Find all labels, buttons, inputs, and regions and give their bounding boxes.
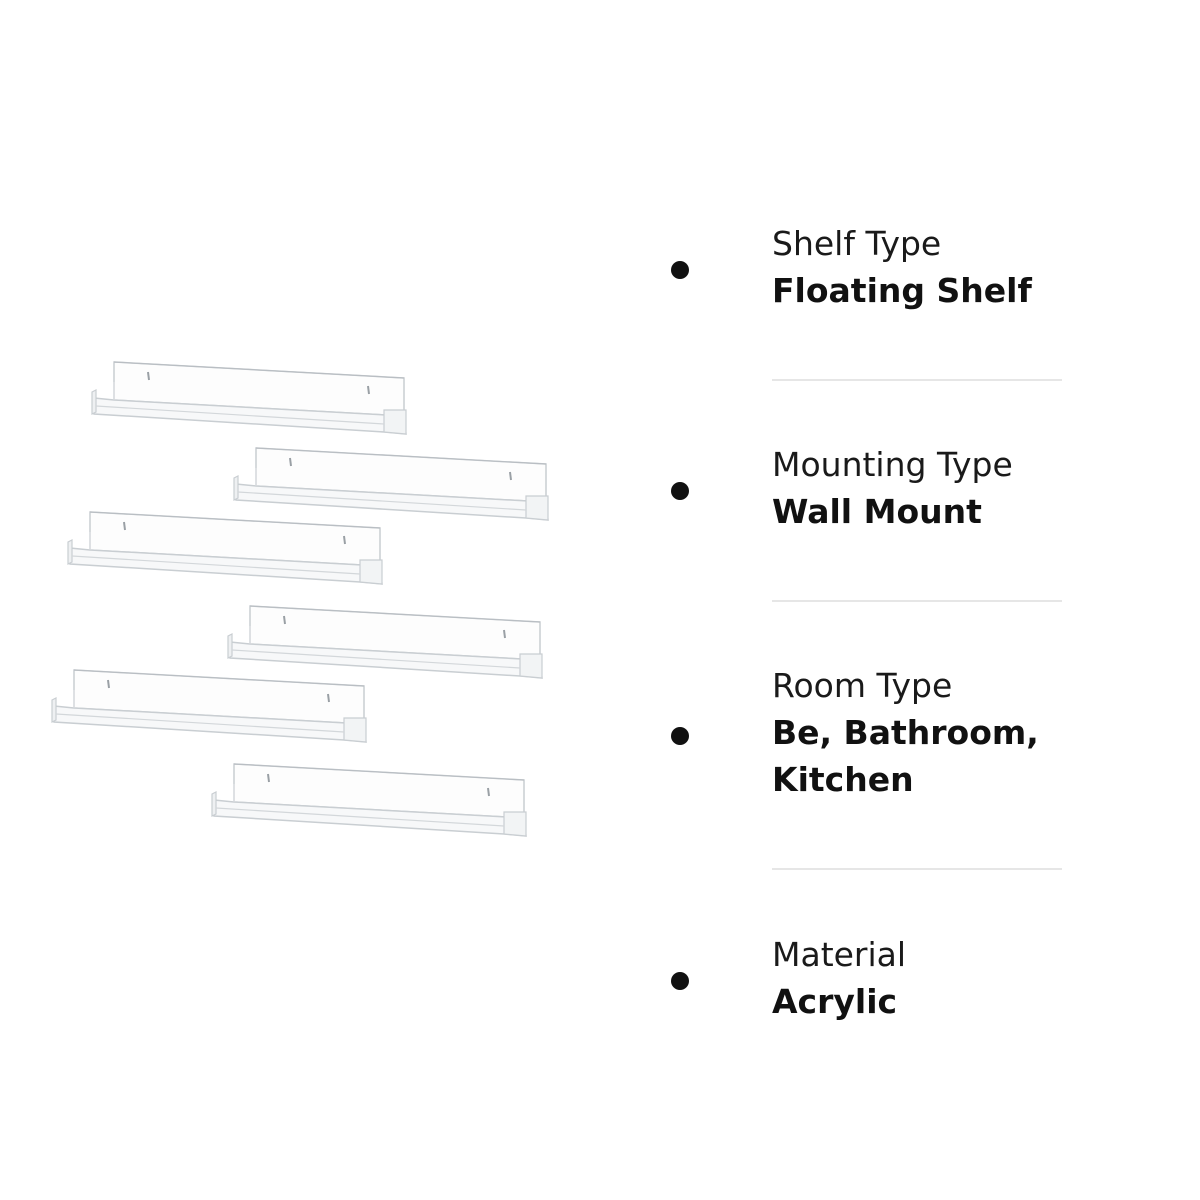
spec-value: Be, Bathroom, Kitchen: [772, 713, 1039, 799]
spec-material: [660, 931, 1080, 1031]
bullet-icon: [671, 727, 689, 745]
spec-label: Shelf Type: [772, 224, 942, 263]
spec-shelf-type: [660, 220, 1080, 320]
divider: [772, 379, 1062, 381]
spec-value: Wall Mount: [772, 492, 982, 531]
divider: [772, 600, 1062, 602]
spec-mounting-type: [660, 441, 1080, 541]
spec-label: Room Type: [772, 666, 953, 705]
spec-label: Material: [772, 935, 907, 974]
spec-value: Acrylic: [772, 982, 898, 1021]
spec-label: Mounting Type: [772, 445, 1013, 484]
bullet-icon: [671, 972, 689, 990]
bullet-icon: [671, 482, 689, 500]
spec-value: Floating Shelf: [772, 271, 1032, 310]
divider: [772, 868, 1062, 870]
spec-room-type: [660, 662, 1080, 812]
bullet-icon: [671, 261, 689, 279]
